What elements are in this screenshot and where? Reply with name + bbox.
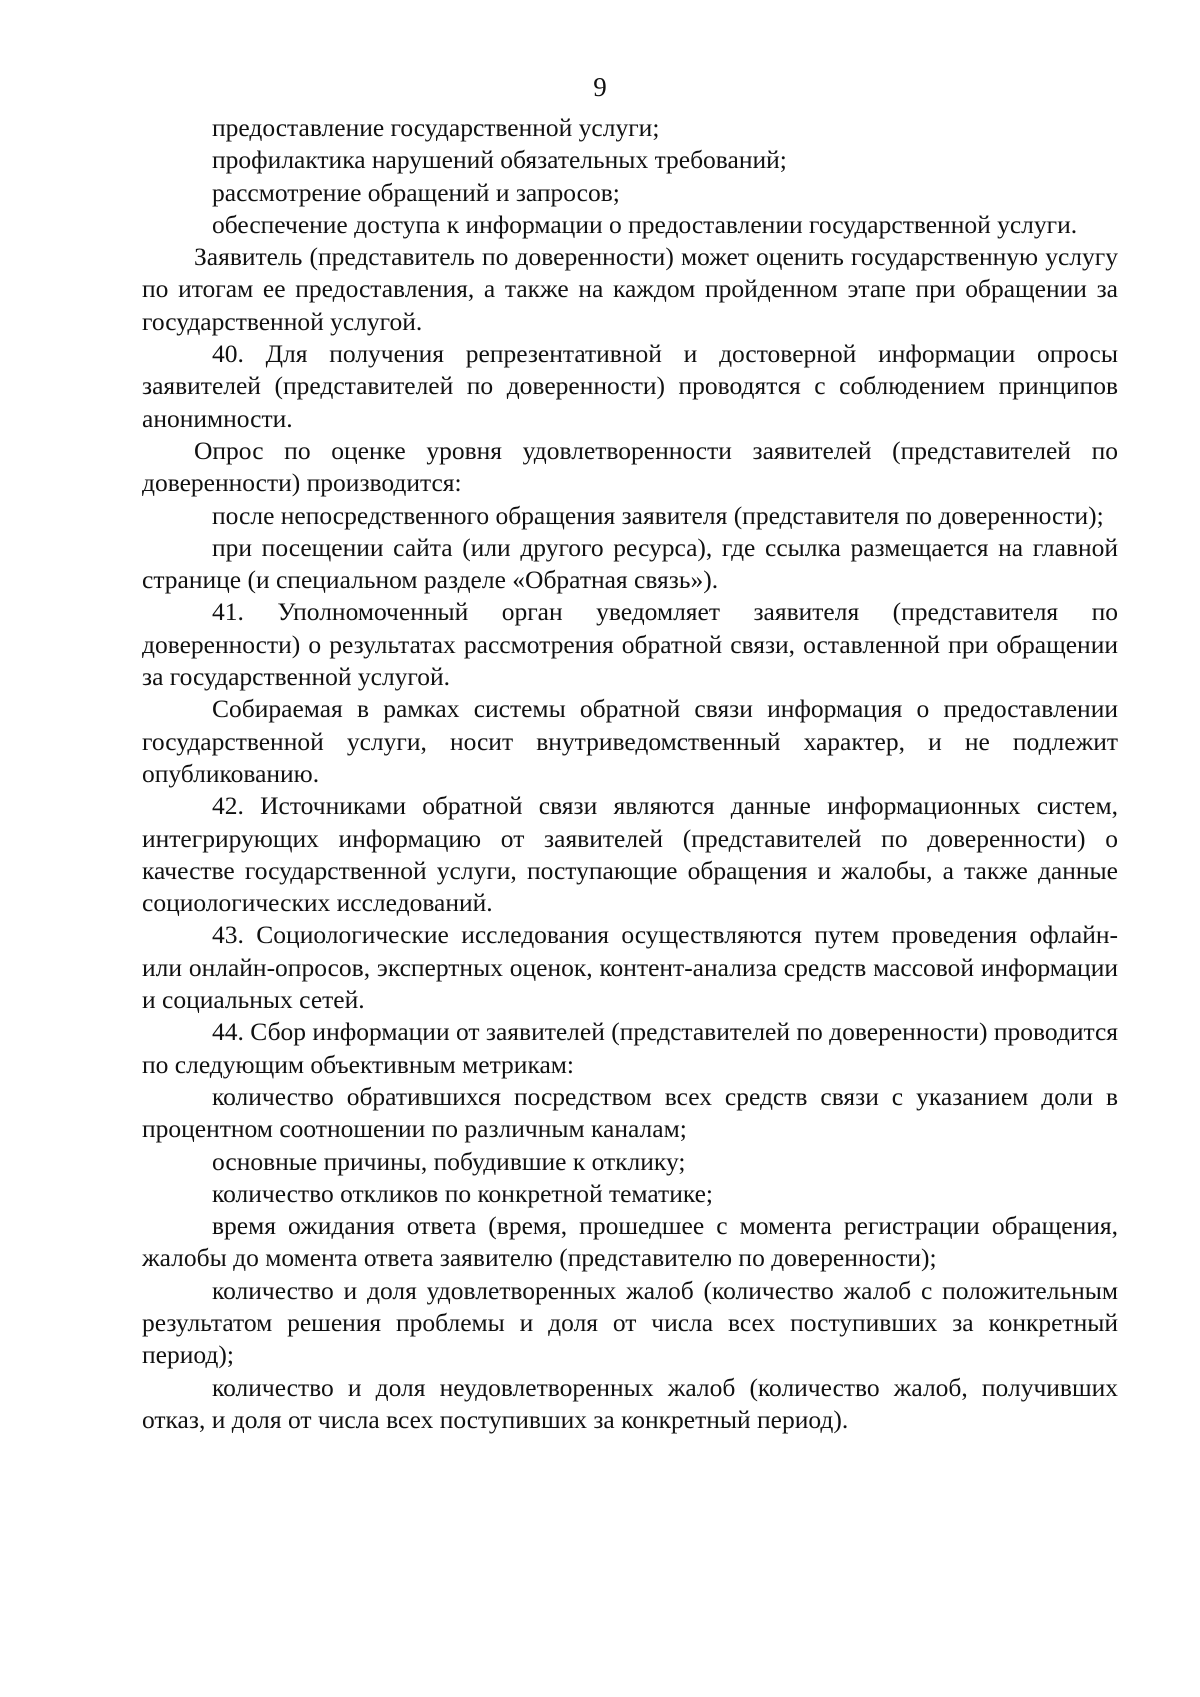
paragraph-p18: время ожидания ответа (время, прошедшее с момента регистрации обращения, жалобы до момента ответа заявителю (представителю по доверенности); — [142, 1211, 1118, 1273]
paragraph-p9: при посещении сайта (или другого ресурса), где ссылка размещается на главной странице (и специальном разделе «Обратная связь»). — [142, 532, 1118, 595]
document-body — [142, 112, 1118, 1436]
paragraph-p3: рассмотрение обращений и запросов; — [212, 177, 620, 207]
paragraph-p14: 44. Сбор информации от заявителей (представителей по доверенности) проводится по следующим объективным метрикам: — [142, 1017, 1118, 1079]
paragraph-p20: количество и доля неудовлетворенных жалоб (количество жалоб, получивших отказ, и доля от числа всех поступивших за конкретный период). — [142, 1372, 1118, 1434]
paragraph-p4: обеспечение доступа к информации о предоставлении государственной услуги. — [212, 209, 1078, 239]
paragraph-p17: количество откликов по конкретной тематике; — [212, 1178, 713, 1208]
page-number: 9 — [593, 72, 607, 102]
paragraph-p13: 43. Социологические исследования осуществляются путем проведения офлайн- или онлайн-опросов, экспертных оценок, контент-анализа средств массовой информации и социальных сетей. — [142, 920, 1118, 1015]
paragraph-p10: 41. Уполномоченный орган уведомляет заявителя (представителя по доверенности) о результатах рассмотрения обратной связи, оставленной при обращении за государственной услугой. — [142, 597, 1118, 692]
paragraph-p19: количество и доля удовлетворенных жалоб (количество жалоб с положительным результатом решения проблемы и доля от числа всех поступивших за конкретный период); — [142, 1275, 1118, 1370]
paragraph-p12: 42. Источниками обратной связи являются данные информационных систем, интегрирующих информацию от заявителей (представителей по доверенности) о качестве государственной услуги, поступающие обращения и жалобы, а также данные социологических исследований. — [142, 791, 1118, 918]
paragraph-p1: предоставление государственной услуги; — [212, 113, 660, 142]
paragraph-p5: Заявитель (представитель по доверенности) может оценить государственную услугу по итогам ее предоставления, а также на каждом пройденном этапе при обращении за государственной услугой. — [142, 242, 1118, 336]
paragraph-p8: после непосредственного обращения заявителя (представителя по доверенности); — [212, 500, 1104, 530]
paragraph-p16: основные причины, побудившие к отклику; — [212, 1146, 686, 1176]
paragraph-p15: количество обратившихся посредством всех средств связи с указанием доли в процентном соотношении по различным каналам; — [142, 1081, 1118, 1144]
paragraph-p6: 40. Для получения репрезентативной и достоверной информации опросы заявителей (представителей по доверенности) проводятся с соблюдением принципов анонимности. — [142, 339, 1118, 433]
paragraph-p7: Опрос по оценке уровня удовлетворенности заявителей (представителей по доверенности) производится: — [142, 435, 1118, 498]
paragraph-p2: профилактика нарушений обязательных требований; — [212, 145, 787, 175]
paragraph-p11: Собираемая в рамках системы обратной связи информация о предоставлении государственной услуги, носит внутриведомственный характер, и не подлежит опубликованию. — [142, 694, 1118, 788]
